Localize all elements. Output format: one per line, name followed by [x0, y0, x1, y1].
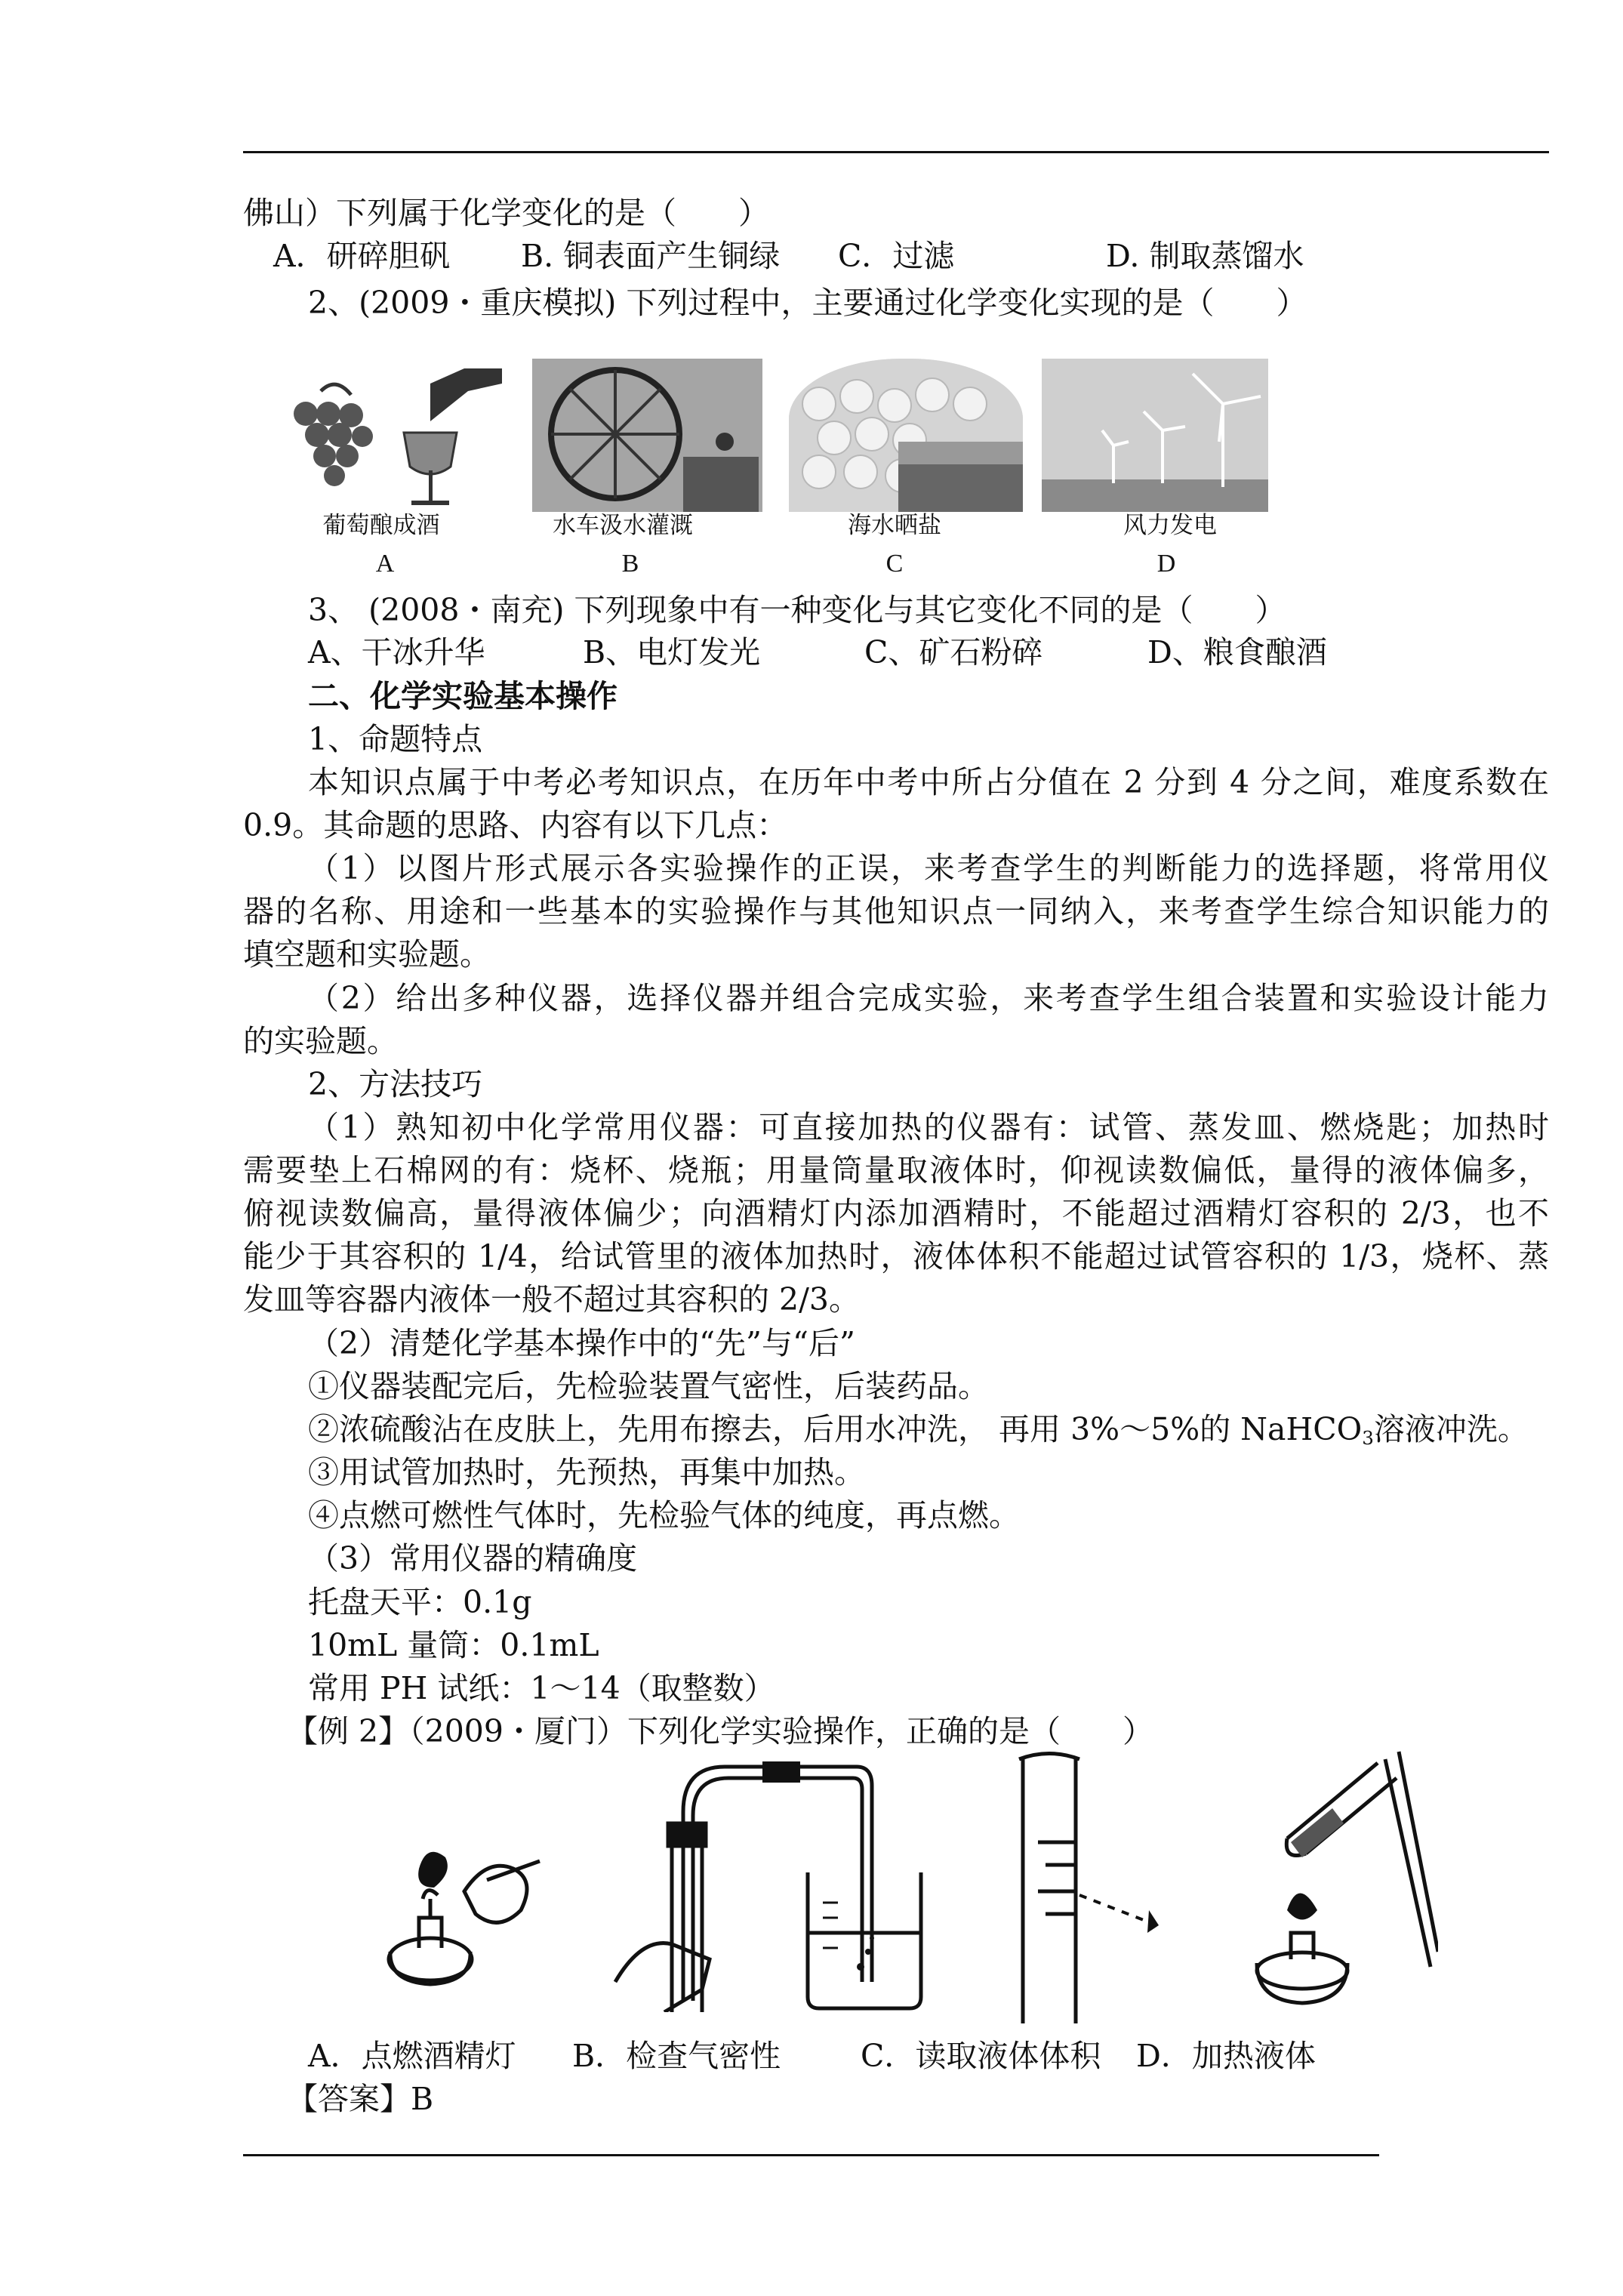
wind-power-photo: [1042, 359, 1268, 512]
item-2-text: ②浓硫酸沾在皮肤上，先用布擦去，后用水冲洗， 再用 3%～5%的 NaHCO: [308, 1411, 1363, 1447]
letter-a: A: [375, 550, 395, 578]
sea-salt-photo: [789, 359, 1023, 512]
para1-line1: 本知识点属于中考必考知识点，在历年中考中所占分值在 2 分到 4 分之间，难度系数在: [308, 764, 1549, 800]
para4-line2: 需要垫上石棉网的有：烧杯、烧瓶；用量筒量取液体时，仰视读数偏低，量得的液体偏多，: [243, 1152, 1549, 1188]
item-1: ①仪器装配完后，先检验装置气密性，后装药品。: [308, 1368, 989, 1404]
caption-d: 风力发电: [1123, 512, 1217, 539]
item-3: ③用试管加热时，先预热，再集中加热。: [308, 1454, 865, 1490]
q3-option-b: B、电灯发光: [583, 634, 761, 670]
item-2-tail: 溶液冲洗。: [1373, 1411, 1529, 1447]
example-2-option-d: D．加热液体: [1136, 2038, 1316, 2074]
para4-line1: （1）熟知初中化学常用仪器：可直接加热的仪器有：试管、蒸发皿、燃烧匙；加热时: [308, 1109, 1549, 1145]
q1-option-c: C．过滤: [838, 238, 955, 274]
para4-line5: 发皿等容器内液体一般不超过其容积的 2/3。: [243, 1281, 861, 1318]
q1-option-b: B. 铜表面产生铜绿: [521, 238, 781, 274]
caption-c: 海水晒盐: [848, 512, 941, 539]
figure-heating-liquid: [1212, 1748, 1438, 2008]
q2-stem: 2、(2009・重庆模拟) 下列过程中，主要通过化学变化实现的是（ ）: [308, 285, 1307, 321]
figure-reading-volume: [1004, 1744, 1185, 2031]
letter-d: D: [1156, 550, 1176, 578]
q1-option-a: A．研碎胆矾: [273, 238, 451, 274]
subheading-1: 1、命题特点: [308, 721, 483, 757]
para2-line1: （1）以图片形式展示各实验操作的正误，来考查学生的判断能力的选择题，将常用仪: [308, 850, 1549, 886]
example-2-stem: 【例 2】（2009・厦门）下列化学实验操作，正确的是（ ）: [287, 1713, 1153, 1749]
section-heading: 二、化学实验基本操作: [308, 678, 617, 714]
example-2-option-b: B．检查气密性: [572, 2038, 781, 2074]
answer: 【答案】B: [287, 2081, 434, 2117]
header-rule: [243, 151, 1549, 153]
item-4: ④点燃可燃性气体时，先检验气体的纯度，再点燃。: [308, 1497, 1020, 1533]
precision-cylinder: 10mL 量筒：0.1mL: [308, 1627, 599, 1663]
para4-line3: 俯视读数偏高，量得液体偏少；向酒精灯内添加酒精时，不能超过酒精灯容积的 2/3，也不: [243, 1195, 1549, 1231]
caption-a: 葡萄酿成酒: [322, 512, 440, 539]
para2-line2: 器的名称、用途和一些基本的实验操作与其他知识点一同纳入，来考查学生综合知识能力的: [243, 893, 1549, 929]
item-2-subscript: 3: [1362, 1427, 1374, 1450]
q3-option-a: A、干冰升华: [308, 634, 485, 670]
grape-wine-photo: [276, 361, 506, 512]
para1-line2: 0.9。其命题的思路、内容有以下几点：: [243, 807, 788, 843]
q1-option-d: D. 制取蒸馏水: [1106, 238, 1304, 274]
letter-c: C: [885, 550, 904, 578]
para2-line3: 填空题和实验题。: [243, 936, 491, 972]
para3-line2: 的实验题。: [243, 1023, 398, 1059]
figure-lighting-lamp: [374, 1827, 570, 2001]
caption-b: 水车汲水灌溉: [553, 512, 693, 539]
footer-rule: [243, 2154, 1379, 2156]
para3-line1: （2）给出多种仪器，选择仪器并组合完成实验，来考查学生组合装置和实验设计能力: [308, 980, 1549, 1016]
waterwheel-photo: [532, 359, 762, 512]
para5: （2）清楚化学基本操作中的“先”与“后”: [308, 1325, 855, 1361]
letter-b: B: [621, 550, 639, 578]
figure-airtightness: [611, 1740, 929, 2012]
para6: （3）常用仪器的精确度: [308, 1540, 638, 1576]
precision-ph-paper: 常用 PH 试纸：1～14（取整数）: [308, 1670, 775, 1706]
para4-line4: 能少于其容积的 1/4，给试管里的液体加热时，液体体积不能超过试管容积的 1/3，烧杯、蒸: [243, 1238, 1549, 1274]
q3-option-c: C、矿石粉碎: [864, 634, 1043, 670]
q3-stem: 3、 (2008・南充) 下列现象中有一种变化与其它变化不同的是（ ）: [308, 592, 1286, 628]
subheading-2: 2、方法技巧: [308, 1066, 483, 1102]
q3-option-d: D、粮食酿酒: [1147, 634, 1327, 670]
precision-balance: 托盘天平：0.1g: [308, 1584, 532, 1620]
item-2: [308, 1410, 1529, 1458]
q1-stem: 佛山）下列属于化学变化的是（ ）: [243, 195, 769, 231]
example-2-option-a: A．点燃酒精灯: [308, 2038, 516, 2074]
example-2-option-c: C．读取液体体积: [861, 2038, 1101, 2074]
